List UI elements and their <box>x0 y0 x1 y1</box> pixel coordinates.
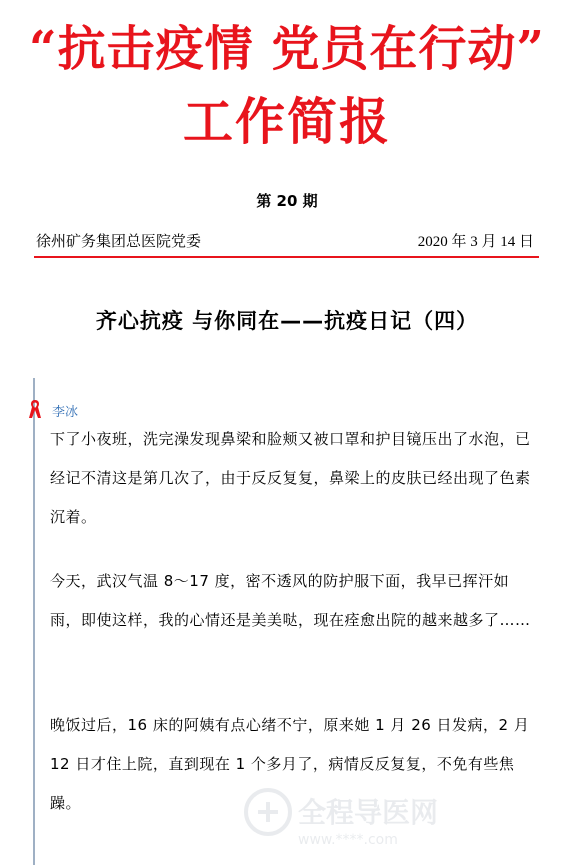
article-title: 齐心抗疫 与你同在——抗疫日记（四） <box>95 309 479 333</box>
left-margin-line <box>33 378 35 865</box>
masthead-title: “抗击疫情 党员在行动” <box>29 21 545 77</box>
svg-text:www.****.com: www.****.com <box>298 832 398 848</box>
article-paragraph: 今天，武汉气温 8～17 度，密不透风的防护服下面，我早已挥汗如雨，即使这样，我的心情还是美美哒，现在痊愈出院的越来越多了…… <box>50 572 531 629</box>
header-divider <box>34 256 539 258</box>
article-paragraph: 晚饭过后，16 床的阿姨有点心绪不宁，原来她 1 月 26 日发病，2 月 12 日才住上院，直到现在 1 个多月了，病情反反复复，不免有些焦躁。 <box>50 716 530 812</box>
article-paragraph: 下了小夜班，洗完澡发现鼻梁和脸颊又被口罩和护目镜压出了水泡，已经记不清这是第几次了，由于反反复复，鼻梁上的皮肤已经出现了色素沉着。 <box>50 430 531 526</box>
red-ribbon-icon <box>27 398 43 420</box>
publish-date: 2020 年 3 月 14 日 <box>417 234 534 250</box>
organization-name: 徐州矿务集团总医院党委 <box>36 232 202 250</box>
masthead <box>0 18 574 156</box>
masthead-subtitle: 工作简报 <box>183 92 391 151</box>
issue-number: 第 20 期 <box>256 192 318 210</box>
svg-text:全程导医网: 全程导医网 <box>298 796 439 829</box>
article-author: 李冰 <box>52 405 79 420</box>
